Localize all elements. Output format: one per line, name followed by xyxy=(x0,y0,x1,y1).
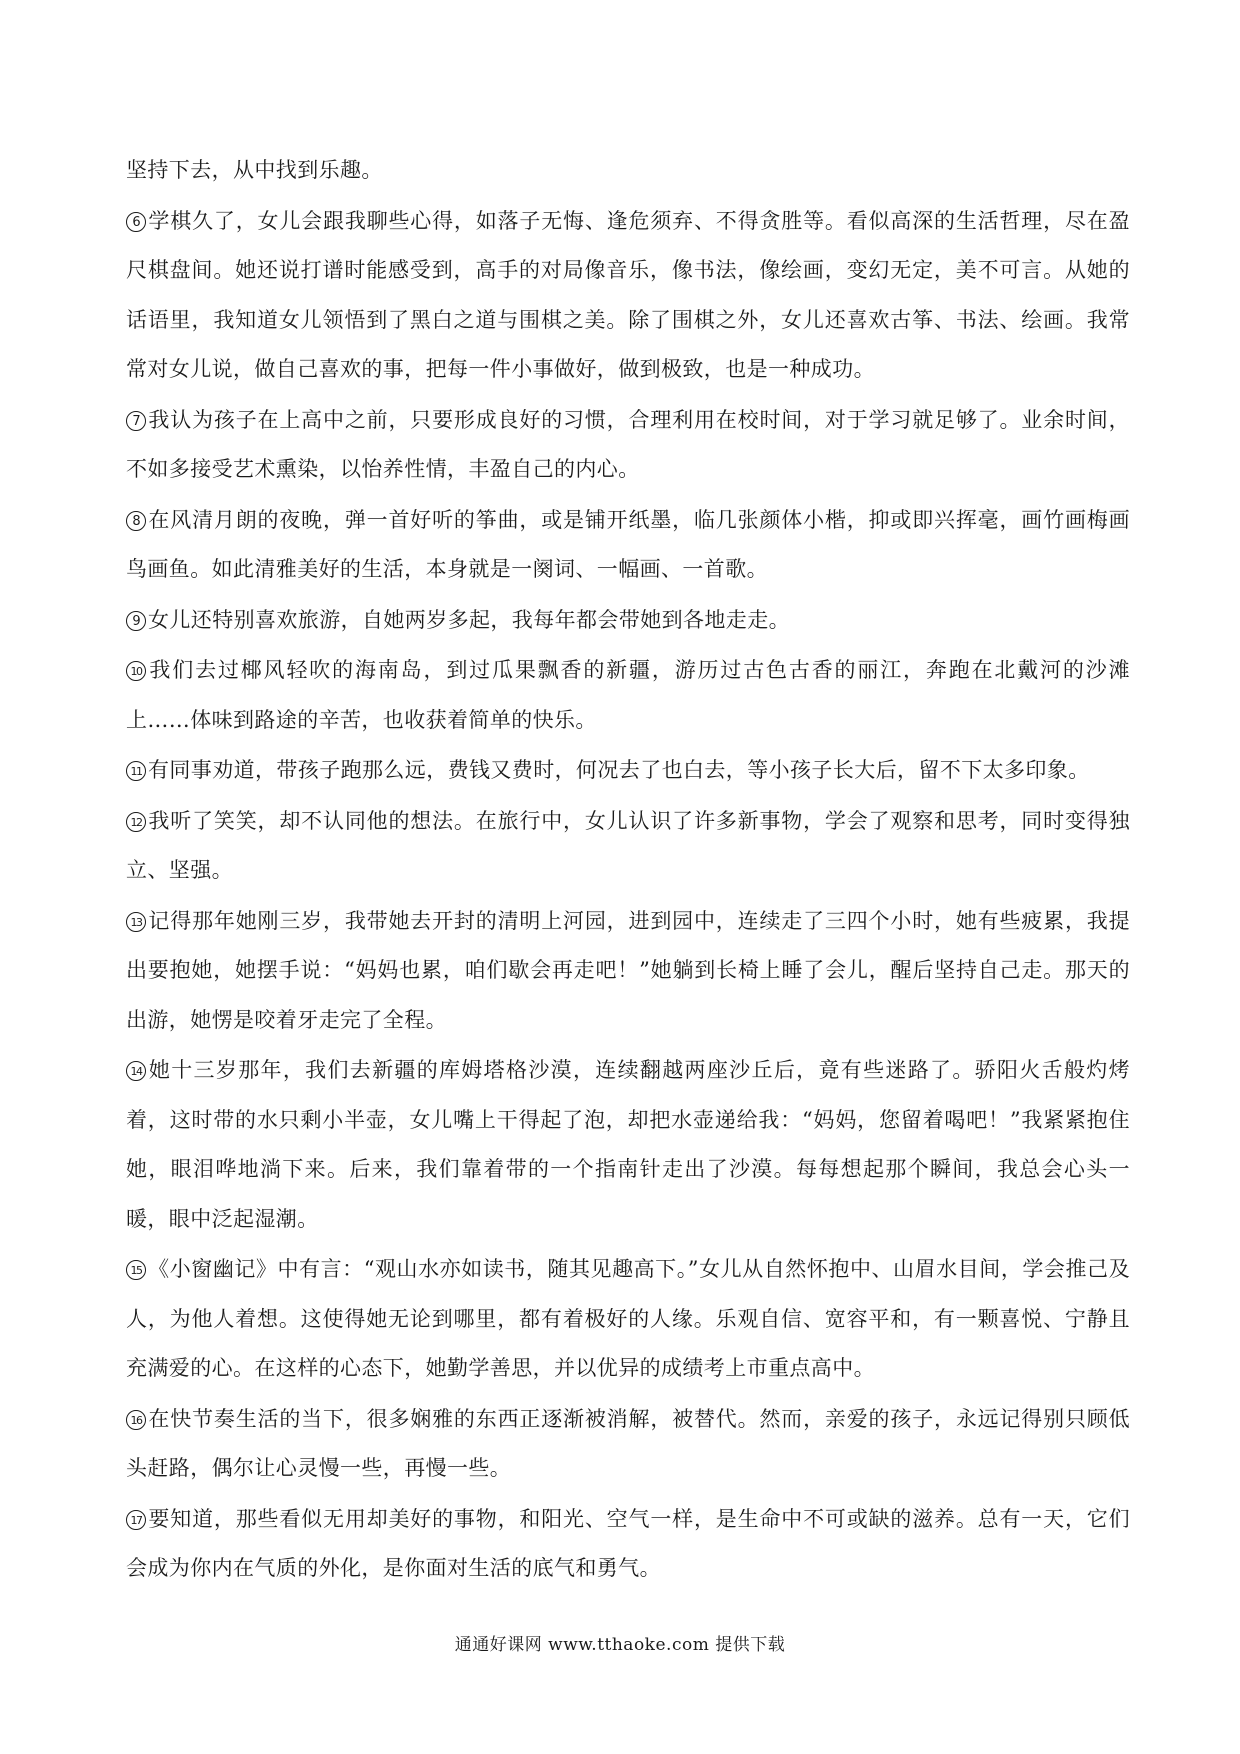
paragraph-number-14: 14 xyxy=(126,1061,146,1081)
paragraph-13: 13 记得那年她刚三岁，我带她去开封的清明上河园，进到园中，连续走了三四个小时，她有些疲累，我提出要抱她，她摆手说：“妈妈也累，咱们歇会再走吧！”她躺到长椅上睡了会儿，醒后坚持自己走。那天的出游，她愣是咬着牙走完了全程。 xyxy=(126,908,1130,1032)
paragraph-11: 11 有同事劝道，带孩子跑那么远，费钱又费时，何况去了也白去，等小孩子长大后，留不下太多印象。 xyxy=(126,746,1130,796)
paragraph-15: 15 《小窗幽记》中有言：“观山水亦如读书，随其见趣高下。”女儿从自然怀抱中、山眉水目间，学会推己及人，为他人着想。这使得她无论到哪里，都有着极好的人缘。乐观自信、宽容平和，有一颗喜悦、宁静且充满爱的心。在这样的心态下，她勤学善思，并以优异的成绩考上市重点高中。 xyxy=(126,1257,1130,1380)
paragraph-number-12: 12 xyxy=(126,812,146,832)
paragraph-12: 12 我听了笑笑，却不认同他的想法。在旅行中，女儿认识了许多新事物，学会了观察和思考，同时变得独立、坚强。 xyxy=(126,808,1130,882)
paragraph-7: 7 我认为孩子在上高中之前，只要形成良好的习惯，合理利用在校时间，对于学习就足够了。业余时间，不如多接受艺术熏染，以怡养性情，丰盈自己的内心。 xyxy=(126,407,1130,481)
paragraph-17: 17 要知道，那些看似无用却美好的事物，和阳光、空气一样，是生命中不可或缺的滋养。总有一天，它们会成为你内在气质的外化，是你面对生活的底气和勇气。 xyxy=(126,1506,1130,1580)
paragraph-number-8: 8 xyxy=(126,511,146,531)
paragraph-8: 8 在风清月朗的夜晚，弹一首好听的筝曲，或是铺开纸墨，临几张颜体小楷，抑或即兴挥毫，画竹画梅画鸟画鱼。如此清雅美好的生活，本身就是一阕词、一幅画、一首歌。 xyxy=(126,507,1130,581)
paragraph-16: 16 在快节奏生活的当下，很多娴雅的东西正逐渐被消解，被替代。然而，亲爱的孩子，永远记得别只顾低头赶路，偶尔让心灵慢一些，再慢一些。 xyxy=(126,1406,1130,1480)
paragraph-10: 10 我们去过椰风轻吹的海南岛，到过瓜果飘香的新疆，游历过古色古香的丽江，奔跑在北戴河的沙滩上……体味到路途的辛苦，也收获着简单的快乐。 xyxy=(126,658,1130,732)
paragraph-number-13: 13 xyxy=(126,912,146,932)
paragraph-number-7: 7 xyxy=(126,411,146,431)
paragraph-continuation: 坚持下去，从中找到乐趣。 xyxy=(126,158,383,182)
paragraph-14: 14 她十三岁那年，我们去新疆的库姆塔格沙漠，连续翻越两座沙丘后，竟有些迷路了。骄阳火舌般灼烤着，这时带的水只剩小半壶，女儿嘴上干得起了泡，却把水壶递给我：“妈妈，您留着喝吧！”我紧紧抱住她，眼泪哗地淌下来。后来，我们靠着带的一个指南针走出了沙漠。每每想起那个瞬间，我总会心头一暖，眼中泛起湿潮。 xyxy=(126,1058,1130,1231)
page-footer: 通通好课网 www.tthaoke.com 提供下载 xyxy=(454,1635,786,1655)
paragraph-number-10: 10 xyxy=(126,661,146,681)
paragraph-9: 9 女儿还特别喜欢旅游，自她两岁多起，我每年都会带她到各地走走。 xyxy=(126,596,1130,646)
paragraph-number-15: 15 xyxy=(126,1260,146,1280)
paragraph-number-9: 9 xyxy=(126,611,146,631)
paragraph-6: 6 学棋久了，女儿会跟我聊些心得，如落子无悔、逢危须弃、不得贪胜等。看似高深的生活哲理，尽在盈尺棋盘间。她还说打谱时能感受到，高手的对局像音乐，像书法，像绘画，变幻无定，美不可言。从她的话语里，我知道女儿领悟到了黑白之道与围棋之美。除了围棋之外，女儿还喜欢古筝、书法、绘画。我常常对女儿说，做自己喜欢的事，把每一件小事做好，做到极致，也是一种成功。 xyxy=(126,208,1130,381)
paragraph-number-11: 11 xyxy=(126,761,146,781)
paragraph-number-17: 17 xyxy=(126,1510,146,1530)
paragraph-number-16: 16 xyxy=(126,1410,146,1430)
article-body xyxy=(126,146,1130,1595)
paragraph-number-6: 6 xyxy=(126,212,146,232)
